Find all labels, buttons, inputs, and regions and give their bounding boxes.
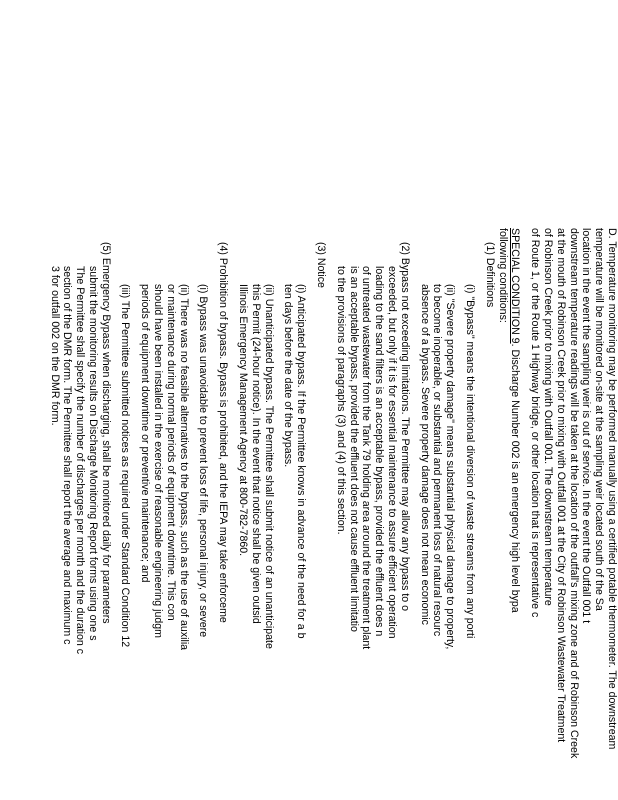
document-line: (i) "Bypass" means the intentional diversion of waste streams from any porti [464,284,477,639]
document-line: section of the DMR form. The Permittee shall report the average and maximum c [61,266,74,645]
document-line: (ii) There was no feasible alternatives to the bypass, such as the use of auxilia [177,284,190,651]
document-line: (3) Notice [315,242,328,288]
document-line: location in the event the sampling weir is out of service. In the event the Outfall 001 t [580,228,593,624]
document-line: temperature will be monitored on-site at the sampling weir located south of the Sa [593,228,606,611]
paragraph-gap [476,228,483,800]
paragraph-gap [307,228,314,800]
rotated-text-block [48,228,618,800]
document-line: exceeded, but only if it is for essential maintenance to assure efficient operation [386,266,399,639]
paragraph-gap [411,228,418,800]
document-line: to the provisions of paragraphs (3) and (4) of this section. [334,266,347,535]
document-line: ten days before the date of the bypass. [282,284,295,468]
document-line: following conditions: [496,228,509,323]
document-line: (4) Prohibition of bypass. Bypass is prohibited, and the IEPA may take enforceme [217,242,230,623]
document-line: absence of a bypass. Severe property damage does not mean economic [418,284,431,625]
document-line: submit the monitoring results on Discharge Monitoring Report forms using one s [86,266,99,641]
paragraph-gap [229,228,236,800]
document-line: of Route 1, or the Route 1 Highway bridge, or other location that is representative c [529,228,542,618]
document-line: 3 for outfall 002 on the DMR form. [48,266,61,426]
paragraph-gap [327,228,334,800]
document-line: (iii) The Permittee submitted notices as required under Standard Condition 12 [119,284,132,648]
document-line: should have been installed in the exercise of reasonable engineering judgm [152,284,165,638]
document-line: periods of equipment downtime or preventive maintenance; and [139,284,152,583]
document-line: Illinois Emergency Management Agency at 800-782-7860. [237,284,250,557]
section-heading: SPECIAL CONDITION 9 [509,228,522,344]
document-line [509,228,522,800]
document-line: at the mouth of Robinson Creek prior to mixing with Outfall 001 at the City of Robinson Wastewater Treatment [554,228,567,743]
document-line: downstream temperature readings will be taken at the location of the outfall's mixing zone and of Robinson Creek [567,228,580,759]
document-line: The Permittee shall specify the number of discharges per month and the duration c [74,266,87,655]
paragraph-gap [521,228,528,800]
section-heading-rest: . Discharge Number 002 is an emergency high level bypa [509,343,522,613]
document-line: (5) Emergency Bypass when discharging, shall be monitored daily for parameters [99,242,112,624]
document-line: or maintenance during normal periods of equipment downtime. This con [164,284,177,621]
document-line: of Robinson Creek prior to mixing with Outfall 001. The downstream temperature [542,228,555,606]
document-line: loading to the sand filters is an acceptable bypass, provided the effluent does n [373,266,386,637]
document-line: (i) Anticipated bypass. If the Permittee knows in advance of the need for a b [295,284,308,639]
document-line: (2) Bypass not exceeding limitations. The Permittee may allow any bypass to o [398,242,411,611]
paragraph-gap [112,228,119,800]
document-line: is an acceptable bypass, provided the effluent does not cause effluent limitatio [347,266,360,632]
paragraph-gap [209,228,216,800]
document-line: (1) Definitions [483,242,496,308]
document-line: (ii) "Severe property damage" means substantial physical damage to property, [444,284,457,650]
document-line: (i) Bypass was unavoidable to prevent loss of life, personal injury, or severe [197,284,210,638]
paragraph-gap [456,228,463,800]
document-line: D. Temperature monitoring may be performed manually using a certified potable thermometer. The downstream [606,228,618,750]
paragraph-gap [275,228,282,800]
document-line: (ii) Unanticipated bypass. The Permittee shall submit notice of an unanticipate [262,284,275,649]
document-line: of untreated wastewater from the Tank 79 holding area around the treatment plant [360,266,373,650]
document-line: this Permit (24-hour notice). In the event that notice shall be given outsid [249,284,262,624]
paragraph-gap [132,228,139,800]
paragraph-gap [190,228,197,800]
document-line: to become inoperable, or substantial and permanent loss of natural resourc [431,284,444,637]
